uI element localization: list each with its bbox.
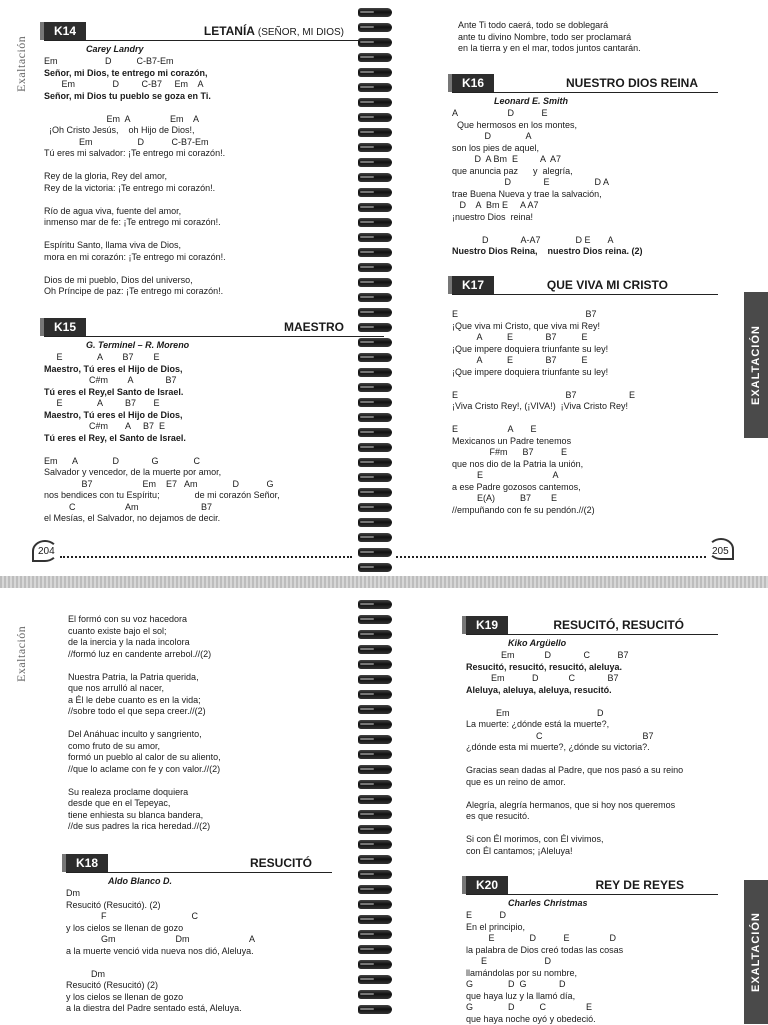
lyric-line: Su realeza proclame doquiera [68, 787, 408, 799]
lyric-line [452, 413, 718, 425]
lyric-line: que es un reino de amor. [466, 777, 718, 789]
song-k16-previous-verse [458, 20, 768, 55]
lyric-line [44, 160, 384, 172]
lyric-line: la palabra de Dios creó todas las cosas [466, 945, 718, 957]
song-author: Aldo Blanco D. [108, 876, 332, 886]
lyric-line [68, 660, 408, 672]
lyric-line: Señor, mi Dios tu pueblo se goza en Ti. [44, 91, 384, 103]
spiral-ring [358, 8, 392, 17]
song-code: K17 [452, 276, 494, 294]
lyric-line: //sobre todo el que sepa creer.//(2) [68, 706, 408, 718]
lyric-line [44, 229, 384, 241]
lyric-line: Oh Príncipe de paz: ¡Te entrego mi corazón!. [44, 286, 384, 298]
lyric-line: en la tierra y en el mar, todos juntos cantarán. [458, 43, 768, 55]
song-k20 [466, 874, 718, 1025]
dotted-rule [60, 556, 352, 558]
lyric-line: E D E D [466, 933, 718, 945]
lyric-line: es que resucitó. [466, 811, 718, 823]
song-lyrics [466, 650, 718, 857]
song-title: QUE VIVA MI CRISTO [547, 278, 668, 292]
lyric-line: a la muerte venció vida nueva nos dió, Aleluya. [66, 946, 332, 958]
song-k15 [44, 316, 384, 525]
lyric-line [466, 823, 718, 835]
lyric-line: son los pies de aquel, [452, 143, 718, 155]
lyric-line: a Él le debe cuanto es en la vida; [68, 695, 408, 707]
lyric-line: Resucitó (Resucitó) (2) [66, 980, 332, 992]
lyric-line: ¡Que viva mi Cristo, que viva mi Rey! [452, 321, 718, 333]
song-k18 [66, 852, 332, 1015]
lyric-line [452, 223, 718, 235]
lyric-line: Dm [66, 888, 332, 900]
song-title: NUESTRO DIOS REINA [566, 76, 698, 90]
dotted-rule [396, 556, 706, 558]
lyric-line [44, 102, 384, 114]
lyric-line: G D C E [466, 1002, 718, 1014]
lyric-line: que nos arrulló al nacer, [68, 683, 408, 695]
lyrics-continuation [68, 614, 408, 833]
spiral-ring [358, 915, 392, 924]
song-header [44, 20, 384, 41]
lyric-line: Em D C B7 [466, 673, 718, 685]
spiral-ring [358, 855, 392, 864]
lyric-line: con Él cantamos; ¡Aleluya! [466, 846, 718, 858]
spiral-ring [358, 563, 392, 572]
song-header [466, 874, 718, 895]
section-side-label: Exaltación [14, 22, 29, 92]
section-tab[interactable]: EXALTACIÓN [744, 880, 768, 1024]
lyric-line: ¡Viva Cristo Rey!, (¡VIVA!) ¡Viva Cristo Rey! [452, 401, 718, 413]
song-title: RESUCITÓ [250, 856, 312, 870]
lyric-line: E B7 [452, 309, 718, 321]
song-header [452, 72, 718, 93]
lyric-line: Tú eres mi salvador: ¡Te entrego mi corazón!. [44, 148, 384, 160]
lyric-line: Maestro, Tú eres el Hijo de Dios, [44, 364, 384, 376]
lyric-line: Señor, mi Dios, te entrego mi corazón, [44, 68, 384, 80]
lyric-line: Gracias sean dadas al Padre, que nos pasó a su reino [466, 765, 718, 777]
song-lyrics [452, 309, 718, 516]
spiral-ring [358, 1005, 392, 1014]
lyric-line: Tú eres el Rey, el Santo de Israel. [44, 433, 384, 445]
lyric-line: //formó luz en candente arrebol.//(2) [68, 649, 408, 661]
lyric-line [452, 378, 718, 390]
lyric-line: Dios de mi pueblo, Dios del universo, [44, 275, 384, 287]
lyric-line: Em A Em A [44, 114, 384, 126]
page-number: 205 [712, 546, 729, 557]
lyric-line: Mexicanos un Padre tenemos [452, 436, 718, 448]
lyric-line: E A B7 E [44, 398, 384, 410]
lyric-line: Del Anáhuac inculto y sangriento, [68, 729, 408, 741]
lyric-line [466, 754, 718, 766]
lyric-line [66, 957, 332, 969]
lyric-line: que haya noche oyó y obedeció. [466, 1014, 718, 1025]
song-author: Carey Landry [86, 44, 384, 54]
song-code: K15 [44, 318, 86, 336]
lyric-line: inmenso mar de fe: ¡Te entrego mi corazón!. [44, 217, 384, 229]
song-code: K14 [44, 22, 86, 40]
lyric-line: Maestro, Tú eres el Hijo de Dios, [44, 410, 384, 422]
song-header [452, 274, 718, 295]
lyric-line: D A-A7 D E A [452, 235, 718, 247]
lyric-line: como fruto de su amor, [68, 741, 408, 753]
spiral-ring [358, 975, 392, 984]
lyric-line: D A Bm E A A7 [452, 154, 718, 166]
lyric-line: La muerte: ¿dónde está la muerte?, [466, 719, 718, 731]
lyric-line: que nos dio de la Patria la unión, [452, 459, 718, 471]
lyric-line: //que lo aclame con fe y con valor.//(2) [68, 764, 408, 776]
page-number: 204 [38, 546, 55, 557]
lyric-line: Em D [466, 708, 718, 720]
lyric-line: A E B7 E [452, 332, 718, 344]
spiral-ring [358, 945, 392, 954]
song-header [44, 316, 384, 337]
lyric-line: Que hermosos en los montes, [452, 120, 718, 132]
lyric-line: tiene enhiesta su blanca bandera, [68, 810, 408, 822]
section-tab[interactable]: EXALTACIÓN [744, 292, 768, 438]
song-author: Charles Christmas [508, 898, 718, 908]
lyric-line: Nuestra Patria, la Patria querida, [68, 672, 408, 684]
lyric-line: nos bendices con tu Espíritu; de mi corazón Señor, [44, 490, 384, 502]
song-author: Leonard E. Smith [494, 96, 718, 106]
lyric-line: Gm Dm A [66, 934, 332, 946]
song-code: K20 [466, 876, 508, 894]
lyric-line: el Mesías, el Salvador, no dejamos de decir. [44, 513, 384, 525]
song-header [466, 614, 718, 635]
lyric-line: Em D C-B7 Em A [44, 79, 384, 91]
lyric-line: F C [66, 911, 332, 923]
lyric-line: Em A D G C [44, 456, 384, 468]
section-side-label: Exaltación [14, 612, 29, 682]
song-lyrics [66, 888, 332, 1015]
lyric-line: Nuestro Dios Reina, nuestro Dios reina. (2) [452, 246, 718, 258]
lyric-line [68, 718, 408, 730]
song-author: Kiko Argüello [508, 638, 718, 648]
lyric-line: Espíritu Santo, llama viva de Dios, [44, 240, 384, 252]
spiral-ring [358, 885, 392, 894]
lyric-line [466, 696, 718, 708]
lyric-line: C B7 [466, 731, 718, 743]
lyric-line: Em D C-B7-Em [44, 56, 384, 68]
lyric-line: A E B7 E [452, 355, 718, 367]
lyric-line: F#m B7 E [452, 447, 718, 459]
lyric-line: El formó con su voz hacedora [68, 614, 408, 626]
lyric-line: Rey de la gloria, Rey del amor, [44, 171, 384, 183]
lyric-line: En el principio, [466, 922, 718, 934]
song-code: K16 [452, 74, 494, 92]
song-k16 [452, 72, 718, 258]
song-header [66, 852, 332, 873]
spiral-ring [358, 870, 392, 879]
spiral-ring [358, 600, 392, 609]
song-title: MAESTRO [284, 320, 344, 334]
spiral-ring [358, 840, 392, 849]
lyric-line: ¡Que impere doquiera triunfante su ley! [452, 344, 718, 356]
song-lyrics [466, 910, 718, 1025]
spiral-ring [358, 533, 392, 542]
lyric-line: ¿dónde esta mi muerte?, ¿dónde su victoria?. [466, 742, 718, 754]
lyric-line: E B7 E [452, 390, 718, 402]
lyric-line: Tú eres el Rey,el Santo de Israel. [44, 387, 384, 399]
lyric-line: Em D C-B7-Em [44, 137, 384, 149]
lyric-line: y los cielos se llenan de gozo [66, 992, 332, 1004]
song-k17 [452, 274, 718, 516]
lyric-line: que haya luz y la llamó día, [466, 991, 718, 1003]
lyrics-continuation [458, 20, 768, 55]
lyric-line [68, 775, 408, 787]
lyric-line: y los cielos se llenan de gozo [66, 923, 332, 935]
song-lyrics [44, 352, 384, 525]
lyric-line: cuanto existe bajo el sol; [68, 626, 408, 638]
lyric-line: Ante Ti todo caerá, todo se doblegará [458, 20, 768, 32]
lyric-line: E(A) B7 E [452, 493, 718, 505]
song-title: LETANÍA (SEÑOR, MI DIOS) [204, 24, 344, 38]
lyric-line: Resucitó (Resucitó). (2) [66, 900, 332, 912]
lyric-line: que anuncia paz y alegría, [452, 166, 718, 178]
lyric-line: C#m A B7 E [44, 421, 384, 433]
lyric-line: Dm [66, 969, 332, 981]
lyric-line: Alegría, alegría hermanos, que si hoy nos queremos [466, 800, 718, 812]
song-k19 [466, 614, 718, 857]
spiral-ring [358, 960, 392, 969]
lyric-line [466, 788, 718, 800]
lyric-line: Salvador y vencedor, de la muerte por amor, [44, 467, 384, 479]
lyric-line: G D G D [466, 979, 718, 991]
song-title: REY DE REYES [596, 878, 684, 892]
lyric-line: a la diestra del Padre sentado está, Aleluya. [66, 1003, 332, 1015]
page-ornament-icon [708, 538, 734, 560]
lyric-line: Rey de la victoria: ¡Te entrego mi corazón!. [44, 183, 384, 195]
lyric-line: E A E [452, 424, 718, 436]
lyric-line: llamándolas por su nombre, [466, 968, 718, 980]
lyric-line: E A [452, 470, 718, 482]
lyric-line: D A Bm E A A7 [452, 200, 718, 212]
lyric-line: C#m A B7 [44, 375, 384, 387]
song-code: K19 [466, 616, 508, 634]
lyric-line: Aleluya, aleluya, aleluya, resucitó. [466, 685, 718, 697]
lyric-line: ¡nuestro Dios reina! [452, 212, 718, 224]
lyric-line: D A [452, 131, 718, 143]
lyric-line [44, 263, 384, 275]
lyric-line [44, 194, 384, 206]
lyric-line: mora en mi corazón: ¡Te entrego mi corazón!. [44, 252, 384, 264]
lyric-line: //de sus padres la rica heredad.//(2) [68, 821, 408, 833]
spiral-ring [358, 990, 392, 999]
song-k17-continuation [68, 614, 408, 833]
lyric-line: B7 Em E7 Am D G [44, 479, 384, 491]
spiral-ring [358, 900, 392, 909]
song-code: K18 [66, 854, 108, 872]
lyric-line: Si con Él morimos, con Él vivimos, [466, 834, 718, 846]
lyric-line [44, 444, 384, 456]
lyric-line: formó un pueblo al calor de su aliento, [68, 752, 408, 764]
lyric-line: Río de agua viva, fuente del amor, [44, 206, 384, 218]
page-divider [0, 576, 768, 588]
lyric-line: trae Buena Nueva y trae la salvación, [452, 189, 718, 201]
song-lyrics [44, 56, 384, 298]
song-lyrics [452, 108, 718, 258]
song-author: G. Terminel – R. Moreno [86, 340, 384, 350]
lyric-line: //empuñando con fe su pendón.//(2) [452, 505, 718, 517]
spiral-ring [358, 930, 392, 939]
song-title: RESUCITÓ, RESUCITÓ [553, 618, 684, 632]
lyric-line: de la inercia y la nada incolora [68, 637, 408, 649]
lyric-line: Resucitó, resucitó, resucitó, aleluya. [466, 662, 718, 674]
lyric-line: Em D C B7 [466, 650, 718, 662]
song-k14 [44, 20, 384, 298]
lyric-line: A D E [452, 108, 718, 120]
lyric-line: E D [466, 956, 718, 968]
lyric-line: ante tu divino Nombre, todo ser proclamará [458, 32, 768, 44]
lyric-line: ¡Oh Cristo Jesús, oh Hijo de Dios!, [44, 125, 384, 137]
lyric-line: C Am B7 [44, 502, 384, 514]
lyric-line: E A B7 E [44, 352, 384, 364]
lyric-line: desde que en el Tepeyac, [68, 798, 408, 810]
lyric-line: D E D A [452, 177, 718, 189]
lyric-line: ¡Que impere doquiera triunfante su ley! [452, 367, 718, 379]
spiral-ring [358, 548, 392, 557]
lyric-line: E D [466, 910, 718, 922]
lyric-line: a ese Padre gozosos cantemos, [452, 482, 718, 494]
